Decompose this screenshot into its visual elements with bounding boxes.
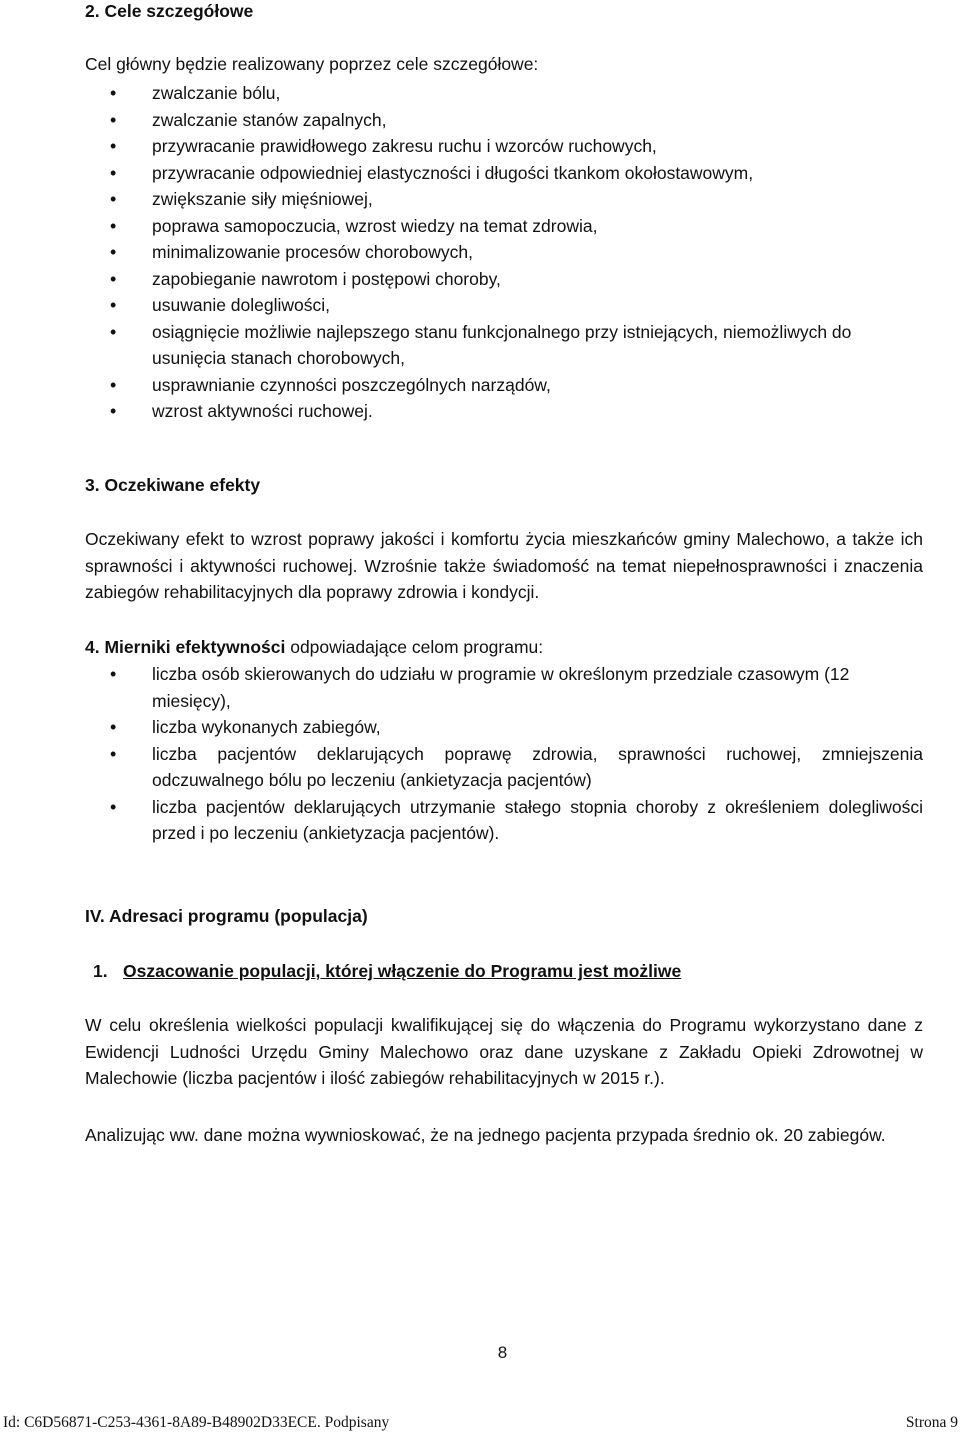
page-number: 8: [497, 1343, 508, 1362]
section-2-heading: 2. Cele szczegółowe: [85, 1, 254, 21]
section-4-heading: [85, 634, 923, 661]
document-footer: [0, 1414, 960, 1435]
list-item: • poprawa samopoczucia, wzrost wiedzy na temat zdrowia,: [85, 213, 923, 240]
population-paragraph-1: W celu określenia wielkości populacji kwalifikującej się do włączenia do Programu wykorzystano dane z Ewidencji Ludności Urzędu Gminy Malechowo oraz dane uzyskane z Zakładu Opieki Zdrowotnej w Malechowie (liczba pacjentów i ilość zabiegów rehabilitacyjnych w 2015 r.).: [85, 1015, 923, 1088]
list-item: • liczba pacjentów deklarujących utrzymanie stałego stopnia choroby z określeniem dolegliwości przed i po leczeniu (ankietyzacja pacjentów).: [85, 794, 923, 847]
list-item: • minimalizowanie procesów chorobowych,: [85, 239, 923, 266]
list-item: • zapobieganie nawrotom i postępowi choroby,: [85, 266, 923, 293]
section-iv-number: IV.: [85, 906, 105, 926]
subsection-1-number: 1.: [93, 961, 108, 981]
list-item: • liczba osób skierowanych do udziału w programie w określonym przedziale czasowym (12 miesięcy),: [85, 661, 923, 714]
subsection-1-heading: [93, 958, 923, 985]
list-item: • przywracanie prawidłowego zakresu ruchu i wzorców ruchowych,: [85, 133, 923, 160]
list-item: • wzrost aktywności ruchowej.: [85, 398, 923, 425]
list-item: • zwiększanie siły mięśniowej,: [85, 186, 923, 213]
subsection-1-title: Oszacowanie populacji, której włączenie do Programu jest możliwe: [123, 961, 682, 981]
list-item: • osiągnięcie możliwie najlepszego stanu funkcjonalnego przy istniejących, niemożliwych do usunięcia stanach chorobowych,: [85, 319, 923, 372]
section-3-paragraph: Oczekiwany efekt to wzrost poprawy jakości i komfortu życia mieszkańców gminy Malechowo, a także ich sprawności i aktywności ruchowej. Wzrośnie także świadomość na temat niepełnosprawności i znaczenia zabiegów rehabilitacyjnych dla poprawy zdrowia i kondycji.: [85, 529, 923, 602]
footer-id: Id: C6D56871-C253-4361-8A89-B48902D33ECE. Podpisany: [3, 1414, 390, 1431]
list-item: • zwalczanie stanów zapalnych,: [85, 107, 923, 134]
list-item: • usuwanie dolegliwości,: [85, 292, 923, 319]
goals-list: [85, 80, 923, 425]
section-iv-heading: [85, 903, 923, 930]
list-item: • zwalczanie bólu,: [85, 80, 923, 107]
list-item: • przywracanie odpowiedniej elastyczności i długości tkankom okołostawowym,: [85, 160, 923, 187]
footer-page: Strona 9: [905, 1414, 958, 1431]
section-4-heading-rest: odpowiadające celom programu:: [285, 637, 544, 657]
list-item: • liczba wykonanych zabiegów,: [85, 714, 923, 741]
section-3-heading: 3. Oczekiwane efekty: [85, 475, 261, 495]
list-item: • liczba pacjentów deklarujących poprawę zdrowia, sprawności ruchowej, zmniejszenia odczuwalnego bólu po leczeniu (ankietyzacja pacjentów): [85, 741, 923, 794]
list-item: • usprawnianie czynności poszczególnych narządów,: [85, 372, 923, 399]
indicators-list: [85, 661, 923, 847]
section-iv-title: Adresaci programu (populacja): [109, 906, 368, 926]
section-2-intro: Cel główny będzie realizowany poprzez cele szczegółowe:: [85, 54, 539, 74]
section-4-heading-bold: 4. Mierniki efektywności: [85, 637, 286, 657]
population-paragraph-2: Analizując ww. dane można wywnioskować, że na jednego pacjenta przypada średnio ok. 20 zabiegów.: [85, 1125, 886, 1145]
